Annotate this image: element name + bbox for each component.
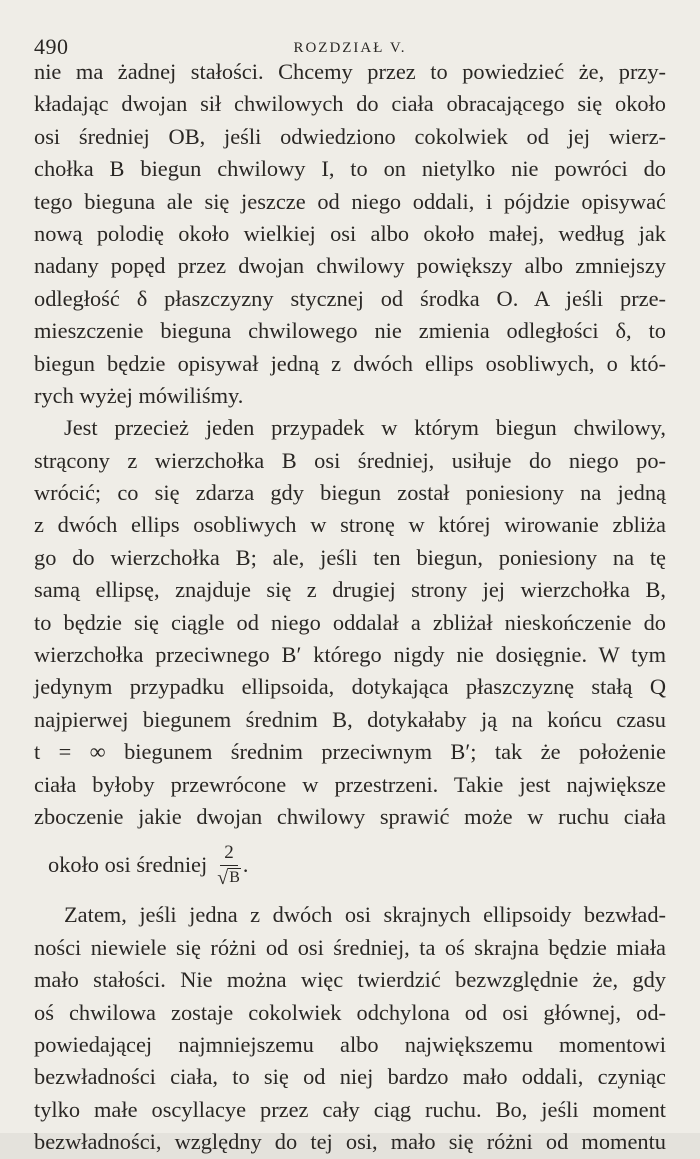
text-line: mało stałości. Nie można więc twierdzić bezwzględnie że, gdy bbox=[34, 967, 666, 993]
page-header bbox=[0, 28, 700, 58]
text-line: tylko małe oscyllacye przez cały ciąg ruchu. Bo, jeśli moment bbox=[34, 1096, 666, 1122]
text-line: osi średniej OB, jeśli odwiedziono cokolwiek od jej wierz- bbox=[34, 123, 666, 149]
text-line: oś chwilowa zostaje cokolwiek odchylona od osi głównej, od- bbox=[34, 999, 666, 1025]
text-line: mieszczenie bieguna chwilowego nie zmienia odległości δ, to bbox=[34, 318, 666, 344]
page-body bbox=[34, 56, 666, 1159]
text-line: z dwóch ellips osobliwych w stronę w której wirowanie zbliża bbox=[34, 512, 666, 538]
text-line: ciała byłoby przewrócone w przestrzeni. Takie jest największe bbox=[34, 771, 666, 797]
text-line: odległość δ płaszczyzny stycznej od środka O. A jeśli prze- bbox=[34, 285, 666, 311]
text-line: ności niewiele się różni od osi średniej, ta oś skrajna będzie miała bbox=[34, 934, 666, 960]
text-line: kładając dwojan sił chwilowych do ciała obracającego się około bbox=[34, 91, 666, 117]
paragraph-3 bbox=[34, 899, 666, 1158]
text-line: wierzchołka przeciwnego B′ którego nigdy nie dosięgnie. W tym bbox=[34, 642, 666, 668]
fraction-numerator: 2 bbox=[220, 843, 238, 866]
text-line: wrócić; co się zdarza gdy biegun został poniesiony na jedną bbox=[34, 480, 666, 506]
text-line: rych wyżej mówiliśmy. bbox=[34, 382, 244, 408]
text-line: jedynym przypadku ellipsoida, dotykająca płaszczyznę stałą Q bbox=[34, 674, 666, 700]
paragraph-1 bbox=[34, 56, 666, 412]
square-root-sign: √ bbox=[217, 866, 229, 889]
formula-period: . bbox=[242, 852, 249, 878]
radicand: B bbox=[229, 868, 240, 886]
paragraph-2 bbox=[34, 412, 666, 833]
text-line: zboczenie jakie dwojan chwilowy sprawić może w ruchu ciała bbox=[34, 803, 666, 829]
text-line: powiedającej najmniejszemu albo największemu momentowi bbox=[34, 1031, 666, 1057]
text-line: tego bieguna ale się jeszcze od niego oddali, i pójdzie opisywać bbox=[34, 188, 666, 214]
formula-line bbox=[34, 835, 666, 895]
page-number: 490 bbox=[34, 34, 69, 59]
running-head: ROZDZIAŁ V. bbox=[293, 40, 407, 56]
fraction bbox=[217, 843, 241, 888]
text-line: t = ∞ biegunem średnim przeciwnym B′; tak że położenie bbox=[34, 739, 666, 765]
formula-prefix: około osi średniej bbox=[48, 852, 208, 878]
text-line: nową polodię około wielkiej osi albo około małej, według jak bbox=[34, 220, 666, 246]
text-line: strącony z wierzchołka B osi średniej, usiłuje do niego po- bbox=[34, 447, 666, 473]
text-line: biegun będzie opisywał jedną z dwóch ellips osobliwych, o któ- bbox=[34, 350, 666, 376]
text-line: bezwładności, względny do tej osi, mało się różni od momentu bbox=[34, 1129, 666, 1155]
text-line: Jest przecież jeden przypadek w którym biegun chwilowy, bbox=[64, 415, 666, 441]
text-line: najpierwej biegunem średnim B, dotykałaby ją na końcu czasu bbox=[34, 706, 666, 732]
text-line: nadany popęd przez dwojan chwilowy powiększy albo zmniejszy bbox=[34, 253, 666, 279]
text-line: chołka B biegun chwilowy I, to on nietylko nie powróci do bbox=[34, 156, 666, 182]
text-line: to będzie się ciągle od niego oddalał a zbliżał nieskończenie do bbox=[34, 609, 666, 635]
text-line: Zatem, jeśli jedna z dwóch osi skrajnych ellipsoidy bezwład- bbox=[64, 902, 666, 928]
fraction-denominator bbox=[217, 866, 241, 888]
text-line: nie ma żadnej stałości. Chcemy przez to powiedzieć że, przy- bbox=[34, 59, 666, 84]
text-line: bezwładności ciała, to się od niej bardzo mało oddali, czyniąc bbox=[34, 1064, 666, 1090]
text-line: samą ellipsę, znajduje się z drugiej strony jej wierzchołka B, bbox=[34, 577, 666, 603]
text-line: go do wierzchołka B; ale, jeśli ten biegun, poniesiony na tę bbox=[34, 544, 666, 570]
